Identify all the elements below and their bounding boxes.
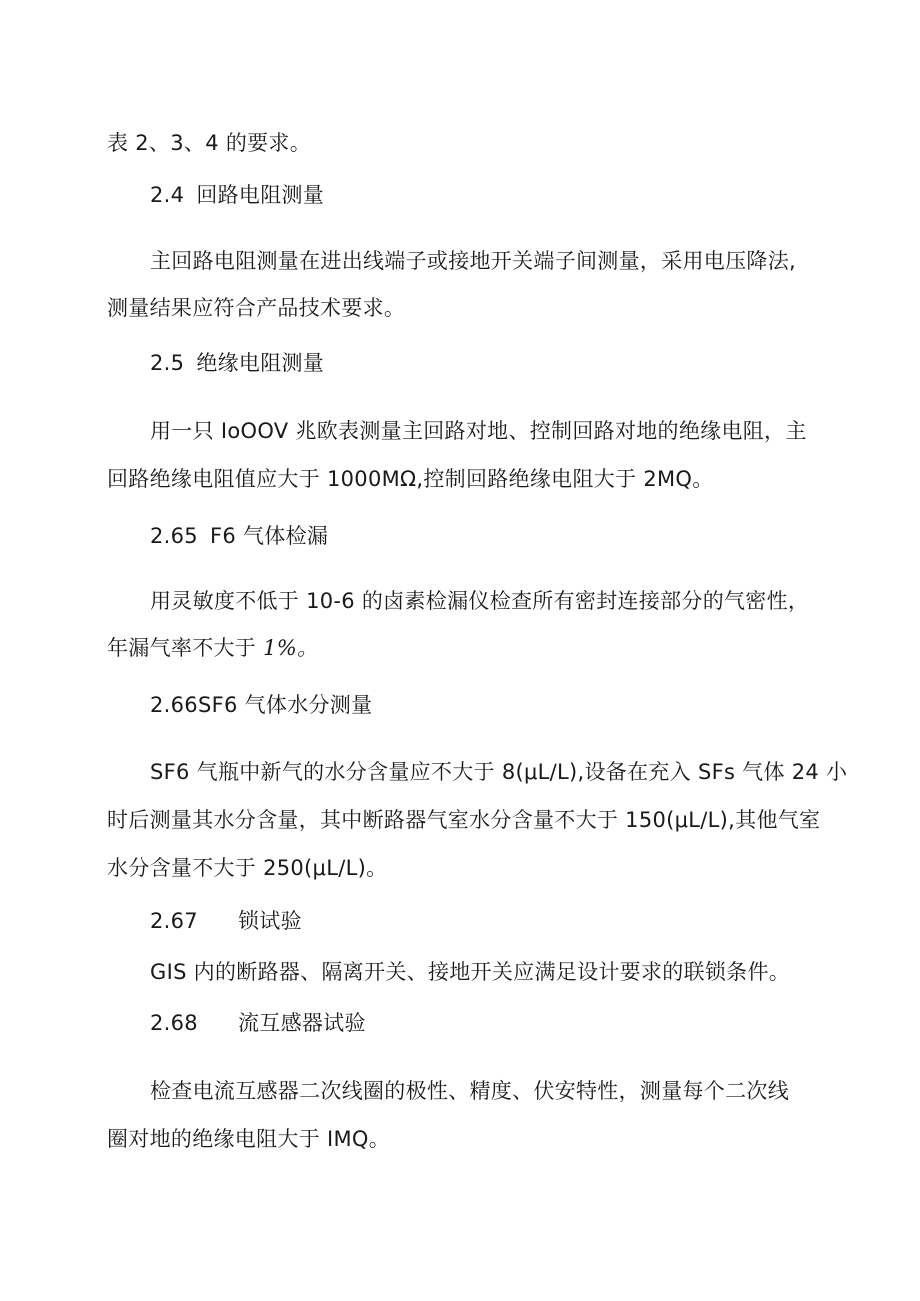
paragraph-line: 测量结果应符合产品技术要求。: [107, 296, 406, 320]
section-number: 2.4: [150, 183, 185, 207]
section-title: F6 气体检漏: [209, 524, 329, 548]
section-heading-2-66: 2.66SF6 气体水分测量: [150, 693, 373, 717]
section-heading-2-68: [150, 1008, 366, 1038]
section-title: 回路电阻测量: [196, 183, 325, 207]
paragraph-line: 表 2、3、4 的要求。: [107, 131, 312, 155]
section-number: 2.68: [150, 1011, 198, 1035]
paragraph-text: 年漏气率不大于: [107, 636, 264, 660]
paragraph-line: GIS 内的断路器、隔离开关、接地开关应满足设计要求的联锁条件。: [150, 960, 791, 984]
section-heading-2-5: [150, 348, 324, 378]
paragraph-line: 回路绝缘电阻值应大于 1000MΩ,控制回路绝缘电阻大于 2MQ。: [107, 467, 714, 491]
paragraph-text-italic: 1%。: [263, 636, 319, 660]
section-heading-2-4: [150, 180, 324, 210]
paragraph-line: 主回路电阻测量在进出线端子或接地开关端子间测量，采用电压降法,: [150, 249, 796, 273]
section-heading-2-65: [150, 521, 328, 551]
section-number: 2.67: [150, 909, 198, 933]
paragraph-line: 时后测量其水分含量，其中断路器气室水分含量不大于 150(μL∕L),其他气室: [107, 808, 821, 832]
section-title: 流互感器试验: [237, 1011, 366, 1035]
section-heading-2-67: [150, 906, 302, 936]
paragraph-line: 用灵敏度不低于 10-6 的卤素检漏仪检查所有密封连接部分的气密性，: [150, 589, 810, 613]
paragraph-line: 用一只 IoOOV 兆欧表测量主回路对地、控制回路对地的绝缘电阻，主: [150, 419, 807, 443]
paragraph-line: SF6 气瓶中新气的水分含量应不大于 8(μL∕L),设备在充入 SFs 气体 24 小: [150, 760, 848, 784]
section-title: 锁试验: [237, 909, 302, 933]
paragraph-line: 圈对地的绝缘电阻大于 IMQ。: [107, 1127, 391, 1151]
paragraph-line: [107, 633, 318, 663]
paragraph-line: 检查电流互感器二次线圈的极性、精度、伏安特性，测量每个二次线: [150, 1079, 789, 1103]
paragraph-line: 水分含量不大于 250(μL∕L)。: [107, 856, 388, 880]
section-number: 2.5: [150, 351, 185, 375]
section-title: 绝缘电阻测量: [196, 351, 325, 375]
section-number: 2.65: [150, 524, 198, 548]
